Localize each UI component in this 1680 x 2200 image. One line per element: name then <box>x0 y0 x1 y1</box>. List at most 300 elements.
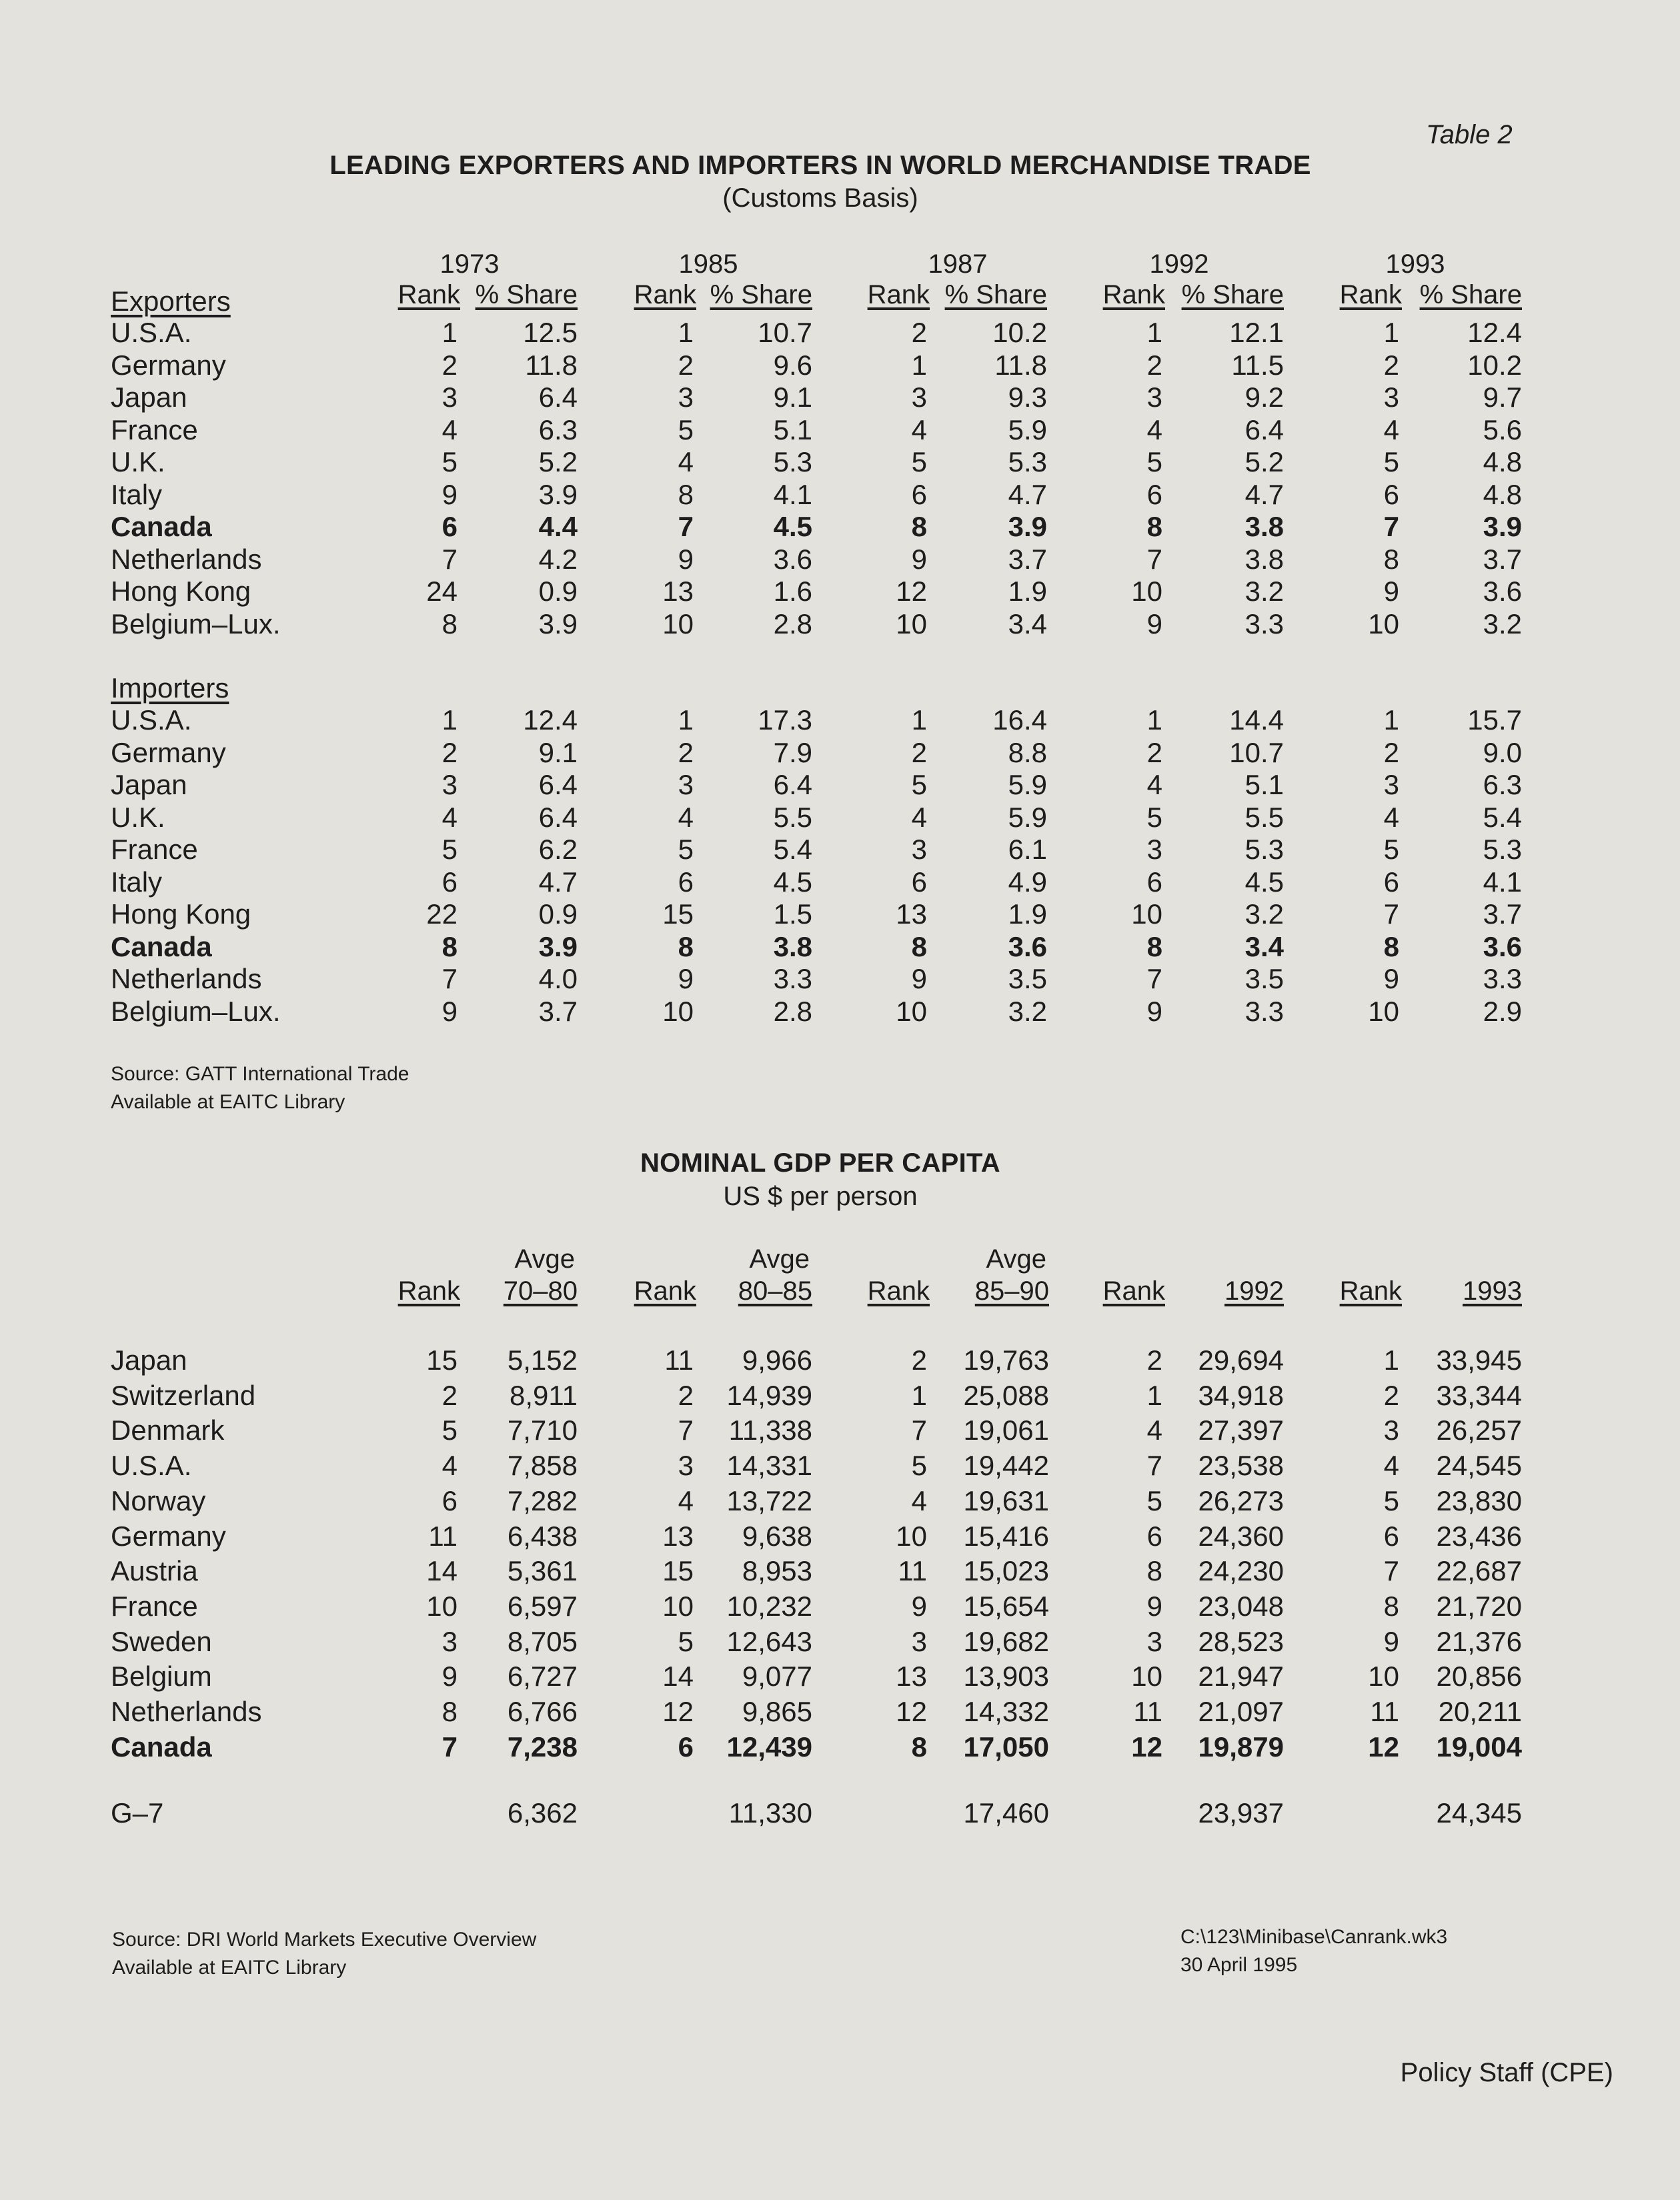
gdp-rank: 3 <box>1146 1625 1162 1657</box>
gdp-row <box>0 1344 1680 1378</box>
gdp-value: 12,643 <box>726 1625 812 1657</box>
gdp-value: 23,436 <box>1436 1520 1522 1552</box>
importer-rank: 3 <box>1146 834 1162 865</box>
gdp-value: 15,654 <box>963 1590 1049 1622</box>
gdp-rank: 7 <box>1383 1555 1399 1587</box>
gdp-value: 21,947 <box>1198 1661 1284 1693</box>
exporter-country: Netherlands <box>111 543 262 575</box>
exporter-row <box>0 317 1680 350</box>
gdp-rank: 8 <box>1146 1555 1162 1587</box>
exporter-value: 4.7 <box>1244 478 1284 510</box>
gdp-header-cell: Rank <box>1102 1276 1165 1306</box>
importer-rank: 8 <box>911 930 927 962</box>
gdp-rank: 6 <box>442 1484 458 1516</box>
gdp-header-top: Avge <box>749 1244 810 1274</box>
gdp-rank: 10 <box>896 1520 927 1552</box>
exporter-rank: 5 <box>678 413 694 445</box>
importer-value: 5.5 <box>1244 801 1284 833</box>
exporter-value: 3.9 <box>538 478 578 510</box>
importer-rank: 2 <box>678 736 694 768</box>
gdp-header-cell: 1993 <box>1463 1276 1522 1306</box>
gdp-rank: 5 <box>442 1414 458 1446</box>
exporter-rank: 3 <box>1146 381 1162 413</box>
exporter-value: 1.6 <box>773 576 812 607</box>
gdp-rank: 15 <box>426 1344 458 1376</box>
file-reference <box>1180 1923 1447 1979</box>
gdp-row <box>0 1450 1680 1483</box>
gdp-value: 6,727 <box>507 1661 578 1693</box>
exporter-value: 2.8 <box>773 608 812 640</box>
gdp-source-line: Source: DRI World Markets Executive Overview <box>112 1929 537 1951</box>
importer-rank: 5 <box>1146 801 1162 833</box>
g7-value: 24,345 <box>1436 1797 1522 1829</box>
importer-value: 5.4 <box>773 834 812 865</box>
exporter-rank: 1 <box>1146 317 1162 348</box>
exporter-value: 12.1 <box>1229 317 1284 348</box>
trade-year-header: 1992 <box>1149 249 1209 279</box>
rank-header: Rank <box>1102 280 1165 309</box>
exporter-rank: 9 <box>1383 576 1399 607</box>
importer-country: Netherlands <box>111 963 262 994</box>
gdp-title: NOMINAL GDP PER CAPITA <box>640 1148 1000 1178</box>
importer-value: 7.9 <box>773 736 812 768</box>
exporter-value: 6.4 <box>538 381 578 413</box>
gdp-rank: 10 <box>426 1590 458 1622</box>
gdp-rank: 12 <box>1368 1731 1399 1763</box>
importer-value: 5.5 <box>773 801 812 833</box>
gdp-value: 19,061 <box>963 1414 1049 1446</box>
exporter-value: 11.8 <box>525 349 578 381</box>
gdp-rank: 2 <box>442 1379 458 1411</box>
importer-rank: 13 <box>896 898 927 930</box>
importer-rank: 9 <box>678 963 694 994</box>
exporter-rank: 10 <box>896 608 927 640</box>
exporter-rank: 2 <box>678 349 694 381</box>
importer-value: 2.8 <box>773 995 812 1027</box>
importer-value: 5.3 <box>1244 834 1284 865</box>
exporter-rank: 8 <box>1146 511 1162 542</box>
importer-rank: 5 <box>911 769 927 800</box>
importer-value: 5.9 <box>1008 801 1047 833</box>
exporter-value: 6.4 <box>1244 413 1284 445</box>
exporter-value: 3.7 <box>1008 543 1047 575</box>
importer-value: 6.3 <box>1483 769 1522 800</box>
gdp-rank: 5 <box>1146 1484 1162 1516</box>
importer-value: 0.9 <box>538 898 578 930</box>
exporter-rank: 3 <box>1383 381 1399 413</box>
gdp-value: 33,344 <box>1436 1379 1522 1411</box>
importer-row <box>0 898 1680 932</box>
importer-rank: 10 <box>1131 898 1162 930</box>
trade-source-line: Source: GATT International Trade <box>111 1063 409 1085</box>
importer-value: 6.2 <box>538 834 578 865</box>
gdp-header-cell: Rank <box>397 1276 460 1306</box>
exporter-country: Hong Kong <box>111 576 251 607</box>
gdp-rank: 4 <box>1383 1450 1399 1482</box>
importer-rank: 3 <box>1383 769 1399 800</box>
gdp-rank: 3 <box>678 1450 694 1482</box>
g7-value: 6,362 <box>507 1797 578 1829</box>
trade-year-header: 1987 <box>928 249 988 279</box>
exporter-value: 9.6 <box>773 349 812 381</box>
importer-rank: 3 <box>442 769 458 800</box>
importer-value: 3.2 <box>1244 898 1284 930</box>
gdp-value: 5,361 <box>507 1555 578 1587</box>
exporter-row <box>0 608 1680 642</box>
share-header: % Share <box>710 280 812 309</box>
gdp-rank: 9 <box>1383 1625 1399 1657</box>
gdp-country: U.S.A. <box>111 1450 192 1482</box>
gdp-rank: 12 <box>662 1696 694 1727</box>
gdp-rank: 6 <box>1146 1520 1162 1552</box>
gdp-value: 13,903 <box>963 1661 1049 1693</box>
exporter-value: 5.3 <box>773 446 812 477</box>
exporter-rank: 4 <box>678 446 694 477</box>
gdp-value: 6,597 <box>507 1590 578 1622</box>
gdp-value: 14,331 <box>726 1450 812 1482</box>
gdp-value: 25,088 <box>963 1379 1049 1411</box>
exporter-rank: 6 <box>1383 478 1399 510</box>
exporter-rank: 9 <box>1146 608 1162 640</box>
exporter-row <box>0 446 1680 479</box>
gdp-rank: 3 <box>442 1625 458 1657</box>
footer-credit: Policy Staff (CPE) <box>1400 2058 1613 2087</box>
importer-country: Belgium–Lux. <box>111 995 281 1027</box>
exporter-value: 3.8 <box>1244 511 1284 542</box>
importer-value: 3.5 <box>1008 963 1047 994</box>
exporter-value: 9.3 <box>1008 381 1047 413</box>
importer-value: 4.1 <box>1483 866 1522 898</box>
exporter-rank: 3 <box>442 381 458 413</box>
gdp-value: 15,416 <box>963 1520 1049 1552</box>
importer-rank: 8 <box>1383 930 1399 962</box>
exporter-value: 3.4 <box>1008 608 1047 640</box>
exporter-rank: 7 <box>1146 543 1162 575</box>
gdp-row <box>0 1485 1680 1518</box>
exporter-value: 12.4 <box>1467 317 1522 348</box>
exporter-value: 5.2 <box>1244 446 1284 477</box>
gdp-row <box>0 1661 1680 1694</box>
gdp-value: 8,911 <box>510 1379 578 1411</box>
importer-value: 1.5 <box>773 898 812 930</box>
gdp-header-cell: Rank <box>1339 1276 1402 1306</box>
gdp-value: 12,439 <box>726 1731 812 1763</box>
gdp-rank: 3 <box>1383 1414 1399 1446</box>
importer-value: 6.4 <box>773 769 812 800</box>
importer-value: 3.7 <box>538 995 578 1027</box>
gdp-value: 34,918 <box>1198 1379 1284 1411</box>
gdp-row <box>0 1626 1680 1659</box>
importer-rank: 2 <box>442 736 458 768</box>
exporter-value: 11.5 <box>1231 349 1284 381</box>
importer-rank: 1 <box>911 704 927 736</box>
importer-row <box>0 996 1680 1029</box>
importer-value: 5.1 <box>1244 769 1284 800</box>
gdp-value: 7,238 <box>507 1731 578 1763</box>
exporter-value: 10.7 <box>758 317 812 348</box>
exporter-row <box>0 479 1680 512</box>
gdp-value: 24,230 <box>1198 1555 1284 1587</box>
importer-row <box>0 866 1680 900</box>
gdp-country: Switzerland <box>111 1379 256 1411</box>
importer-value: 9.1 <box>538 736 578 768</box>
gdp-rank: 7 <box>911 1414 927 1446</box>
gdp-country: Netherlands <box>111 1696 262 1727</box>
gdp-value: 7,282 <box>507 1484 578 1516</box>
exporter-row <box>0 414 1680 447</box>
exporter-value: 3.2 <box>1244 576 1284 607</box>
gdp-value: 23,048 <box>1198 1590 1284 1622</box>
exporter-rank: 8 <box>678 478 694 510</box>
gdp-value: 20,211 <box>1438 1696 1522 1727</box>
gdp-rank: 4 <box>911 1484 927 1516</box>
importer-rank: 6 <box>911 866 927 898</box>
gdp-rank: 7 <box>1146 1450 1162 1482</box>
exporter-rank: 12 <box>896 576 927 607</box>
gdp-rank: 9 <box>911 1590 927 1622</box>
gdp-value: 23,830 <box>1436 1484 1522 1516</box>
importer-rank: 7 <box>442 963 458 994</box>
gdp-rank: 13 <box>896 1661 927 1693</box>
importer-value: 2.9 <box>1483 995 1522 1027</box>
importer-rank: 9 <box>442 995 458 1027</box>
exporter-row <box>0 511 1680 544</box>
gdp-rank: 9 <box>442 1661 458 1693</box>
gdp-rank: 11 <box>428 1520 458 1552</box>
gdp-rank: 15 <box>662 1555 694 1587</box>
gdp-header-cell: 85–90 <box>974 1276 1049 1306</box>
importer-rank: 3 <box>678 769 694 800</box>
trade-year-header: 1993 <box>1385 249 1445 279</box>
exporter-country: U.K. <box>111 446 165 477</box>
gdp-value: 26,273 <box>1198 1484 1284 1516</box>
gdp-value: 23,538 <box>1198 1450 1284 1482</box>
exporter-rank: 2 <box>1146 349 1162 381</box>
gdp-value: 19,631 <box>963 1484 1049 1516</box>
importer-value: 5.4 <box>1483 801 1522 833</box>
gdp-header-top: Avge <box>986 1244 1046 1274</box>
importer-rank: 4 <box>911 801 927 833</box>
g7-value: 11,330 <box>728 1797 812 1829</box>
exporter-country: Germany <box>111 349 226 381</box>
exporter-rank: 7 <box>1383 511 1399 542</box>
gdp-value: 7,710 <box>507 1414 578 1446</box>
importer-value: 4.9 <box>1008 866 1047 898</box>
importer-rank: 2 <box>1383 736 1399 768</box>
importer-rank: 8 <box>442 930 458 962</box>
gdp-rank: 8 <box>442 1696 458 1727</box>
importer-rank: 6 <box>442 866 458 898</box>
g7-row <box>0 1797 1680 1831</box>
gdp-rank: 10 <box>1368 1661 1399 1693</box>
gdp-header-cell: 1992 <box>1224 1276 1284 1306</box>
exporter-rank: 1 <box>442 317 458 348</box>
exporter-value: 4.5 <box>773 511 812 542</box>
gdp-rank: 6 <box>678 1731 694 1763</box>
gdp-subtitle: US $ per person <box>723 1182 918 1211</box>
exporter-value: 4.4 <box>538 511 578 542</box>
exporter-value: 3.8 <box>1244 543 1284 575</box>
gdp-value: 19,682 <box>963 1625 1049 1657</box>
importer-rank: 1 <box>1383 704 1399 736</box>
exporter-rank: 4 <box>1146 413 1162 445</box>
importer-value: 3.5 <box>1244 963 1284 994</box>
importer-row <box>0 769 1680 802</box>
exporter-value: 4.1 <box>773 478 812 510</box>
exporter-rank: 9 <box>911 543 927 575</box>
gdp-value: 10,232 <box>726 1590 812 1622</box>
importer-rank: 7 <box>1383 898 1399 930</box>
exporter-rank: 8 <box>911 511 927 542</box>
gdp-rank: 2 <box>1146 1344 1162 1376</box>
gdp-value: 15,023 <box>963 1555 1049 1587</box>
importer-rank: 6 <box>1383 866 1399 898</box>
exporter-row <box>0 576 1680 609</box>
gdp-rank: 14 <box>662 1661 694 1693</box>
exporter-rank: 5 <box>911 446 927 477</box>
exporter-rank: 10 <box>1131 576 1162 607</box>
importer-rank: 2 <box>911 736 927 768</box>
importer-value: 3.6 <box>1483 930 1522 962</box>
gdp-country: Belgium <box>111 1661 212 1693</box>
importer-rank: 9 <box>911 963 927 994</box>
g7-value: 17,460 <box>963 1797 1049 1829</box>
gdp-rank: 5 <box>911 1450 927 1482</box>
gdp-rank: 5 <box>678 1625 694 1657</box>
gdp-rank: 2 <box>678 1379 694 1411</box>
importer-rank: 3 <box>911 834 927 865</box>
gdp-rank: 10 <box>1131 1661 1162 1693</box>
importers-label: Importers <box>111 672 229 704</box>
exporter-value: 3.9 <box>538 608 578 640</box>
importer-value: 8.8 <box>1008 736 1047 768</box>
importer-value: 14.4 <box>1229 704 1284 736</box>
importer-rank: 1 <box>678 704 694 736</box>
importer-rank: 10 <box>1368 995 1399 1027</box>
gdp-source-line: Available at EAITC Library <box>112 1957 347 1979</box>
exporter-rank: 10 <box>1368 608 1399 640</box>
gdp-rank: 11 <box>1133 1696 1162 1727</box>
gdp-value: 19,879 <box>1198 1731 1284 1763</box>
gdp-rank: 2 <box>1383 1379 1399 1411</box>
importer-value: 12.4 <box>523 704 578 736</box>
share-header: % Share <box>1419 280 1522 309</box>
importer-value: 3.3 <box>773 963 812 994</box>
importer-country: Germany <box>111 736 226 768</box>
exporter-row <box>0 381 1680 415</box>
gdp-rank: 1 <box>1146 1379 1162 1411</box>
gdp-source <box>112 1926 536 1982</box>
importer-rank: 6 <box>1146 866 1162 898</box>
rank-header: Rank <box>397 280 460 309</box>
importer-value: 3.3 <box>1244 995 1284 1027</box>
importer-value: 3.6 <box>1008 930 1047 962</box>
exporter-country: Canada <box>111 511 212 542</box>
importer-country: U.K. <box>111 801 165 833</box>
exporter-value: 4.8 <box>1483 446 1522 477</box>
importer-row <box>0 963 1680 996</box>
exporter-rank: 2 <box>442 349 458 381</box>
exporter-rank: 1 <box>678 317 694 348</box>
gdp-row <box>0 1555 1680 1588</box>
gdp-value: 26,257 <box>1436 1414 1522 1446</box>
exporter-rank: 3 <box>911 381 927 413</box>
table-label: Table 2 <box>1426 120 1513 149</box>
gdp-value: 20,856 <box>1436 1661 1522 1693</box>
importer-rank: 1 <box>442 704 458 736</box>
importer-rank: 4 <box>442 801 458 833</box>
importer-value: 3.3 <box>1483 963 1522 994</box>
gdp-row <box>0 1731 1680 1765</box>
exporter-value: 6.3 <box>538 413 578 445</box>
importer-row <box>0 834 1680 867</box>
gdp-value: 11,338 <box>728 1414 812 1446</box>
g7-label: G–7 <box>111 1797 164 1829</box>
exporter-value: 0.9 <box>538 576 578 607</box>
exporter-value: 10.2 <box>992 317 1047 348</box>
exporter-rank: 1 <box>1383 317 1399 348</box>
file-date: 30 April 1995 <box>1180 1954 1298 1976</box>
gdp-rank: 12 <box>896 1696 927 1727</box>
exporter-value: 3.6 <box>1483 576 1522 607</box>
importer-rank: 5 <box>678 834 694 865</box>
exporter-value: 4.7 <box>1008 478 1047 510</box>
importer-row <box>0 737 1680 770</box>
exporter-value: 12.5 <box>523 317 578 348</box>
gdp-rank: 8 <box>911 1731 927 1763</box>
gdp-value: 8,705 <box>507 1625 578 1657</box>
rank-header: Rank <box>634 280 696 309</box>
importer-rank: 8 <box>1146 930 1162 962</box>
importer-value: 9.0 <box>1483 736 1522 768</box>
gdp-rank: 11 <box>898 1555 927 1587</box>
gdp-value: 21,097 <box>1198 1696 1284 1727</box>
importer-value: 6.1 <box>1008 834 1047 865</box>
exporter-rank: 5 <box>1383 446 1399 477</box>
gdp-rank: 11 <box>664 1344 694 1376</box>
importer-rank: 10 <box>896 995 927 1027</box>
exporter-rank: 4 <box>442 413 458 445</box>
gdp-value: 9,966 <box>742 1344 812 1376</box>
exporter-value: 3.3 <box>1244 608 1284 640</box>
trade-source <box>111 1060 409 1116</box>
exporter-value: 3.2 <box>1483 608 1522 640</box>
importer-rank: 15 <box>662 898 694 930</box>
importer-value: 4.7 <box>538 866 578 898</box>
gdp-value: 8,953 <box>742 1555 812 1587</box>
exporter-rank: 7 <box>442 543 458 575</box>
exporter-rank: 5 <box>442 446 458 477</box>
gdp-header-cell: 70–80 <box>503 1276 578 1306</box>
gdp-header-cell: 80–85 <box>738 1276 812 1306</box>
trade-title: LEADING EXPORTERS AND IMPORTERS IN WORLD MERCHANDISE TRADE <box>329 151 1311 180</box>
gdp-value: 33,945 <box>1436 1344 1522 1376</box>
gdp-rank: 13 <box>662 1520 694 1552</box>
exporter-value: 9.1 <box>773 381 812 413</box>
gdp-rank: 4 <box>678 1484 694 1516</box>
gdp-rank: 11 <box>1370 1696 1399 1727</box>
exporter-rank: 9 <box>678 543 694 575</box>
gdp-value: 29,694 <box>1198 1344 1284 1376</box>
gdp-country: Germany <box>111 1520 226 1552</box>
importer-country: Canada <box>111 930 212 962</box>
gdp-value: 19,004 <box>1436 1731 1522 1763</box>
exporter-value: 3.6 <box>773 543 812 575</box>
exporter-value: 1.9 <box>1008 576 1047 607</box>
importer-country: Italy <box>111 866 163 898</box>
exporter-value: 11.8 <box>994 349 1047 381</box>
gdp-rank: 5 <box>1383 1484 1399 1516</box>
